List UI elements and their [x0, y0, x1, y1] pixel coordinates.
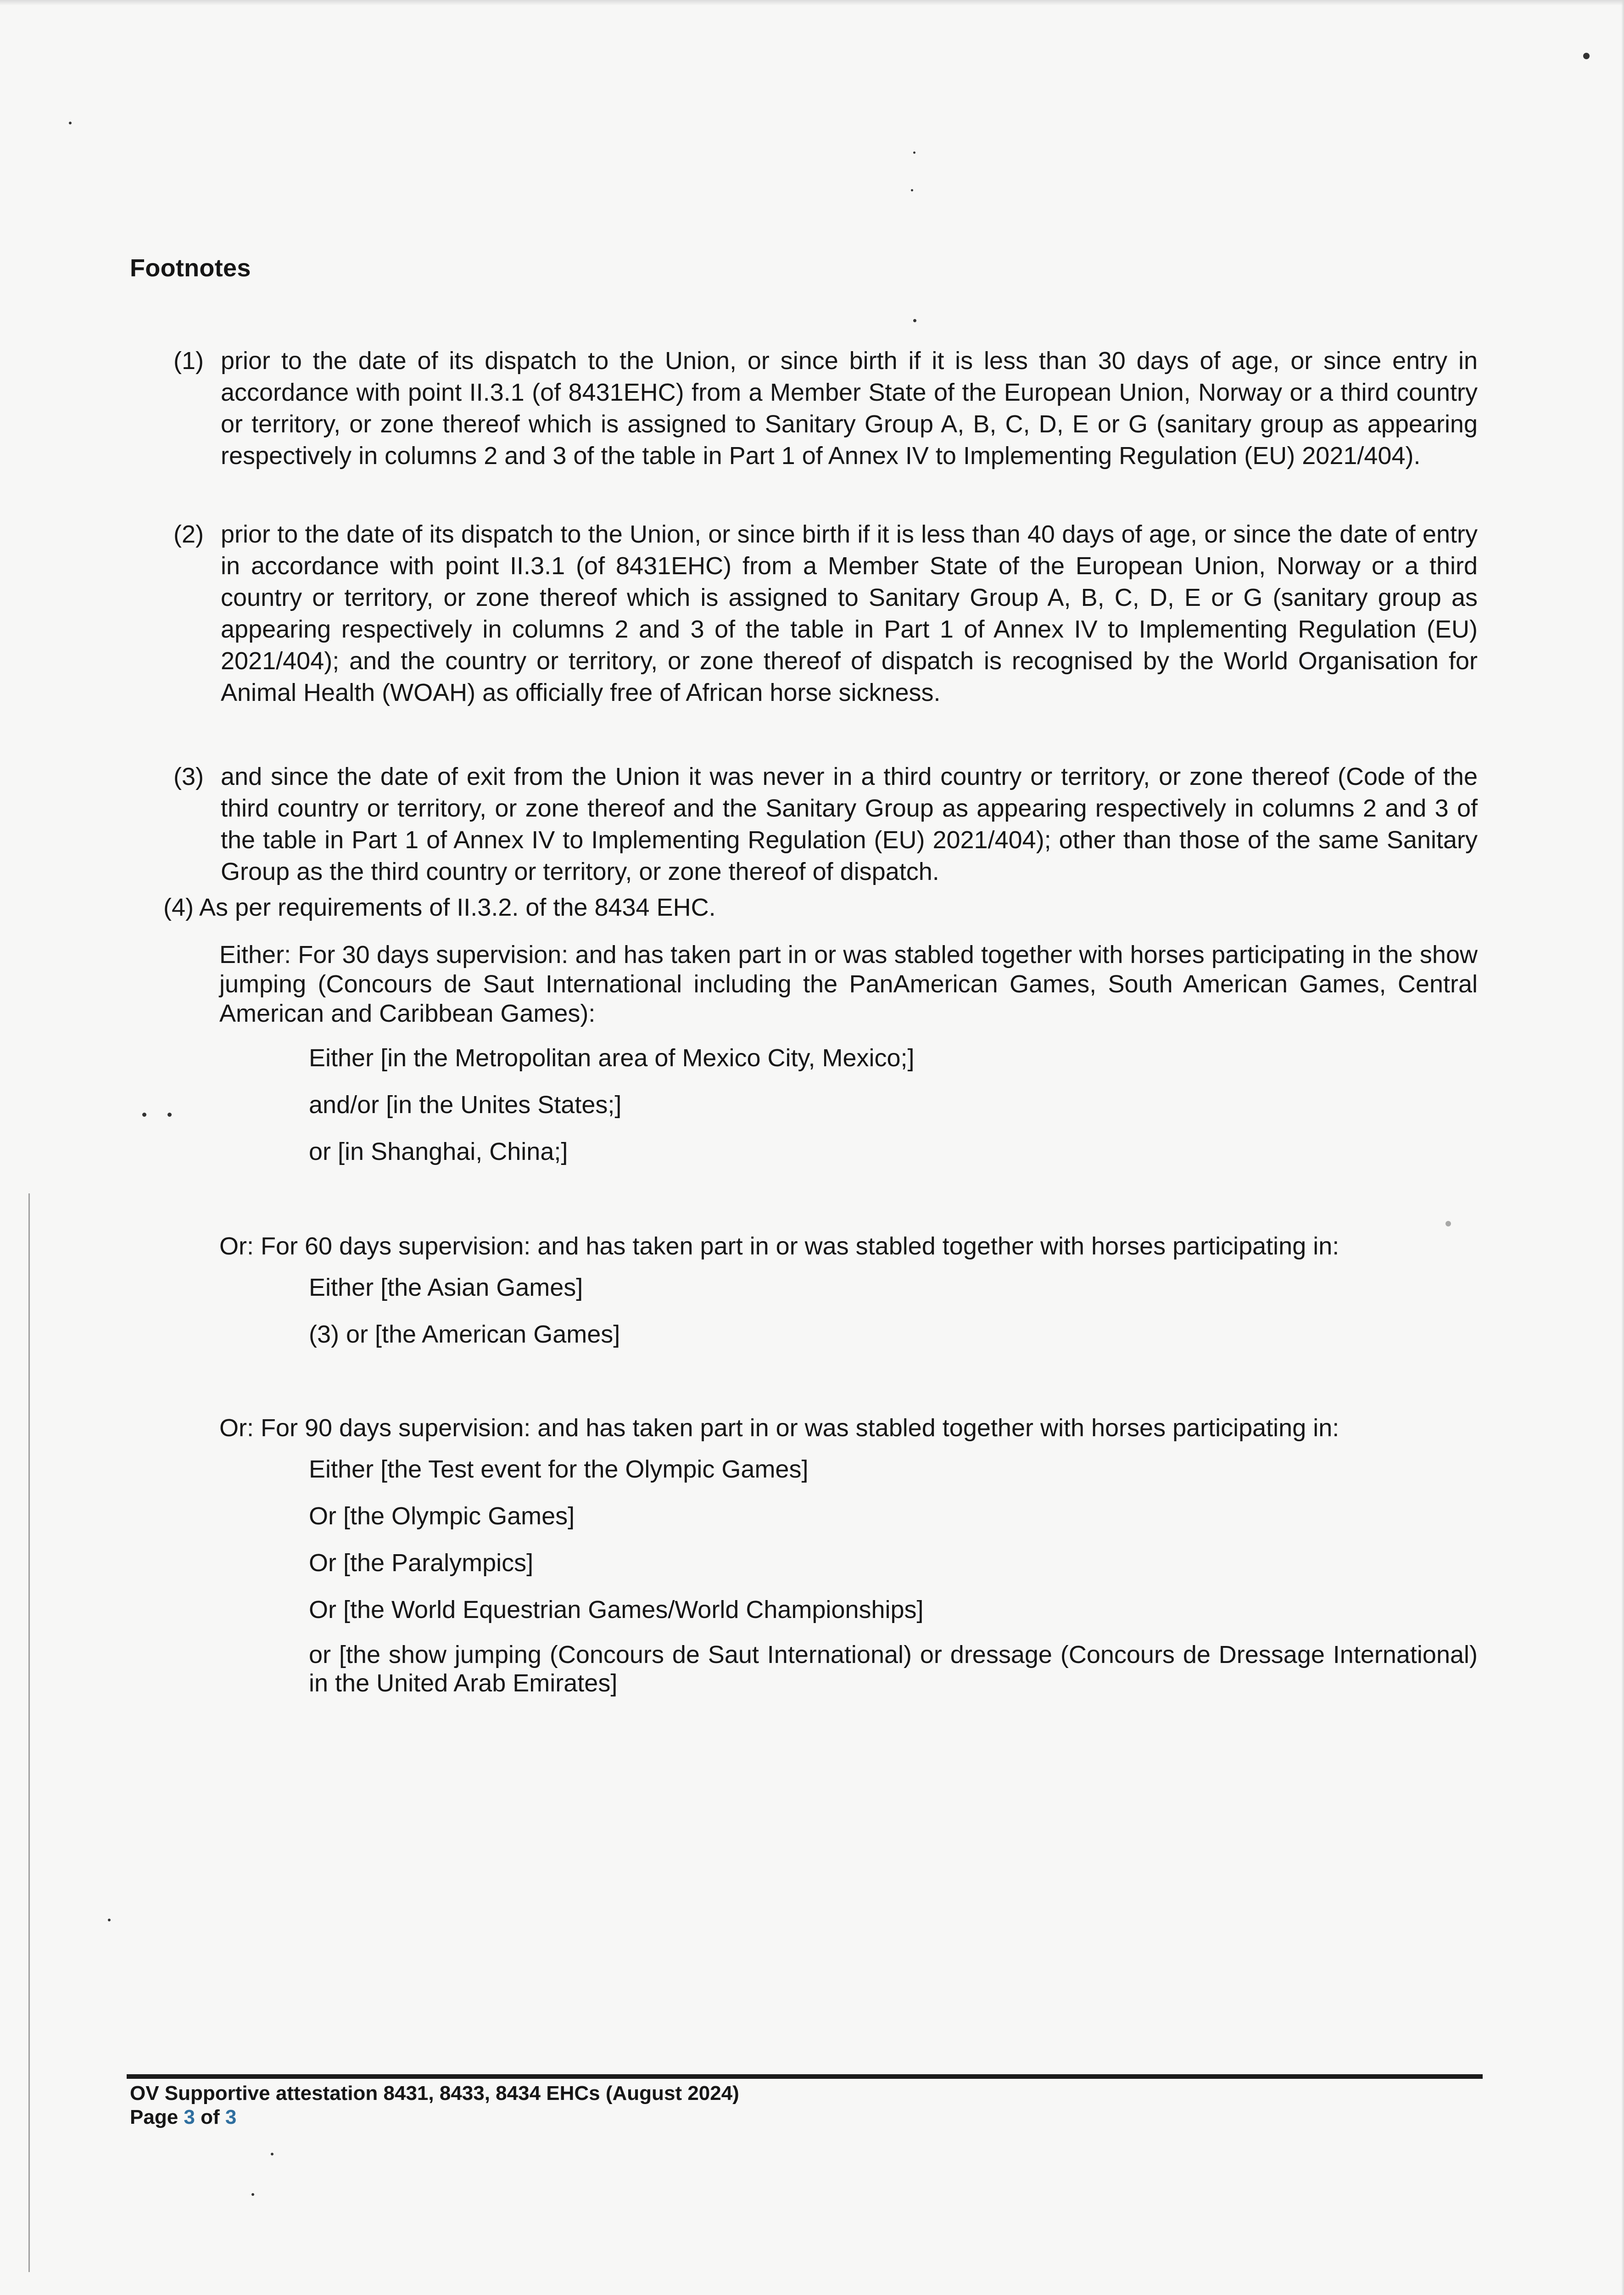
scan-speck [251, 2193, 254, 2196]
footnote-2 [173, 519, 1478, 709]
footnote-number: (2) [173, 521, 204, 548]
note4-or-90-days: Or: For 90 days supervision: and has taken part in or was stabled together with horses participating in: [219, 1414, 1339, 1442]
scan-speck [1445, 1221, 1451, 1226]
page-total: 3 [225, 2106, 237, 2128]
scan-speck [911, 189, 913, 191]
footnotes-heading: Footnotes [130, 254, 251, 282]
scan-speck [108, 1919, 111, 1921]
scan-speck [271, 2153, 273, 2155]
scan-speck [913, 319, 916, 322]
scan-speck [913, 151, 915, 154]
note4-either-30-days: Either: For 30 days supervision: and has taken part in or was stabled together with horses participating in the show jumping (Concours de Saut International including the PanAmerican Games, South American Games, Central American and Caribbean Games): [219, 941, 1478, 1027]
list-90-item: Or [the World Equestrian Games/World Championships] [309, 1596, 924, 1623]
scan-speck [142, 1113, 146, 1117]
page-prefix: Page [130, 2106, 184, 2128]
scan-speck [69, 122, 72, 124]
footnote-text: and since the date of exit from the Union it was never in a third country or territory, or zone thereof (Code of the third country or territory, or zone thereof and the Sanitary Group as appearing respectively in columns 2 and 3 of the table in Part 1 of Annex IV to Implementing Regulation (EU) 2021/404); other than those of the same Sanitary Group as the third country or territory, or zone thereof of dispatch. [221, 763, 1478, 885]
list-60-item: (3) or [the American Games] [309, 1321, 620, 1348]
footnote-3 [173, 761, 1478, 888]
footer-title: OV Supportive attestation 8431, 8433, 8434 EHCs (August 2024) [130, 2082, 739, 2105]
list-60-item: Either [the Asian Games] [309, 1274, 583, 1301]
note4-or-60-days: Or: For 60 days supervision: and has taken part in or was stabled together with horses participating in: [219, 1232, 1339, 1260]
scan-speck [1583, 53, 1590, 59]
page-separator: of [195, 2106, 225, 2128]
list-30-item: or [in Shanghai, China;] [309, 1138, 568, 1165]
footnote-4-intro: (4) As per requirements of II.3.2. of the 8434 EHC. [163, 894, 716, 921]
list-90-item: Or [the Olympic Games] [309, 1502, 575, 1530]
footnote-1 [173, 345, 1478, 472]
footnote-text: prior to the date of its dispatch to the Union, or since birth if it is less than 30 days of age, or since entry in accordance with point II.3.1 (of 8431EHC) from a Member State of the European Union, Norway or a third country or territory, or zone thereof which is assigned to Sanitary Group A, B, C, D, E or G (sanitary group as appearing respectively in columns 2 and 3 of the table in Part 1 of Annex IV to Implementing Regulation (EU) 2021/404). [221, 347, 1478, 470]
page-current: 3 [184, 2106, 195, 2128]
footnote-text: prior to the date of its dispatch to the Union, or since birth if it is less than 40 days of age, or since the date of entry in accordance with point II.3.1 (of 8431EHC) from a Member State of the European Union, Norway or a third country or territory, or zone thereof which is assigned to Sanitary Group A, B, C, D, E or G (sanitary group as appearing respectively in columns 2 and 3 of the table in Part 1 of Annex IV to Implementing Regulation (EU) 2021/404); and the country or territory, or zone thereof of dispatch is recognised by the World Organisation for Animal Health (WOAH) as officially free of African horse sickness. [221, 521, 1478, 706]
page-number [130, 2106, 236, 2129]
footnote-number: (1) [173, 347, 204, 375]
list-90-item: Or [the Paralympics] [309, 1549, 534, 1577]
scan-edge-top [0, 0, 1624, 6]
scan-speck [167, 1113, 172, 1117]
list-30-item: and/or [in the Unites States;] [309, 1091, 622, 1119]
scan-edge-left [28, 1193, 30, 2272]
list-30-item: Either [in the Metropolitan area of Mexico City, Mexico;] [309, 1044, 915, 1072]
footnote-number: (3) [173, 763, 204, 790]
list-90-item: Either [the Test event for the Olympic Games] [309, 1455, 809, 1483]
list-90-item: or [the show jumping (Concours de Saut International) or dressage (Concours de Dressage International) in the United Arab Emirates] [309, 1641, 1478, 1697]
footer-rule [127, 2074, 1483, 2079]
scan-edge-right [1621, 0, 1624, 2295]
